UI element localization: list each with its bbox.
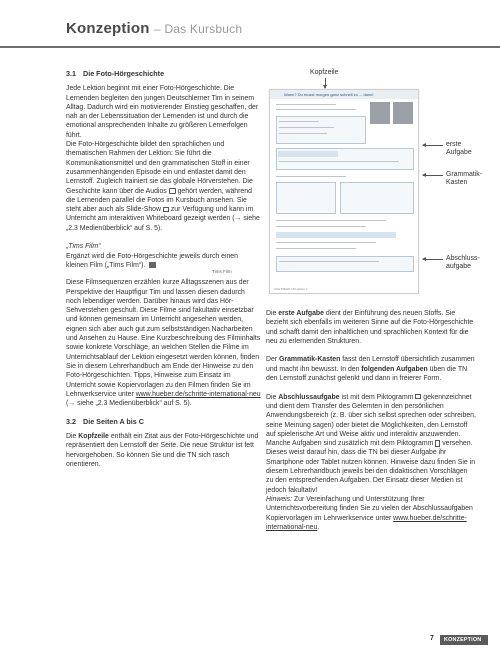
text-span: Ergänzt wird die Foto-Hörgeschichte jeweils durch einen kleinen Film („Tims Film“). — [66, 252, 238, 269]
text-span: Die — [66, 432, 77, 440]
label-erste-aufgabe: erste Aufgabe — [446, 141, 472, 156]
thumb-line — [276, 242, 376, 243]
smartphone-icon — [435, 440, 440, 447]
title-main: Konzeption — [66, 20, 150, 37]
text-span: (→ siehe „2.3 Medienüberblick“ auf S. 5). — [66, 400, 192, 408]
thumb-line — [279, 161, 399, 162]
film-caption: Tims Film — [212, 269, 232, 275]
page-footer — [0, 635, 500, 647]
section-heading-3-1 — [66, 69, 261, 78]
text-span: . — [317, 523, 320, 531]
bold-term: folgenden Aufgaben — [361, 365, 428, 373]
bold-term: erste Aufgabe — [278, 310, 324, 317]
header-divider — [0, 46, 500, 48]
paragraph-erste-aufgabe — [266, 309, 476, 346]
text-span: Zur Vereinfachung und Unterstützung Ihrer Unterrichtsvorbereitung finden Sie zu vielen der Abschlussaufgaben Kopiervorlagen im Lehrwerkservice unter — [266, 495, 473, 522]
thumb-footer: ACHTZEHN 18 Lektion 2 — [274, 287, 308, 291]
thumb-highlight — [278, 151, 338, 157]
section-number: 3.1 — [66, 69, 76, 78]
section-title: Die Foto-Hörgeschichte — [83, 69, 165, 78]
paragraph-grammatik — [266, 355, 476, 383]
text-span: enthält ein Zitat aus der Foto-Hörgeschichte und repräsentiert den Lernstoff der Seite. Die neue Struktur ist fett hervorgehoben. So können Sie und die TN sich rasch orientieren. — [66, 432, 259, 468]
thumb-exercise-box — [340, 182, 414, 214]
text-span: Die — [266, 393, 277, 401]
arrow-aufgabe — [423, 145, 443, 146]
thumb-line — [276, 104, 336, 105]
thumb-exercise-box — [276, 182, 336, 214]
hint-label: Hinweis: — [266, 495, 293, 503]
text-span: Die — [266, 310, 277, 317]
paragraph-story — [66, 140, 261, 233]
paragraph-abschluss — [266, 393, 476, 495]
text-span: gekennzeichnet und dient dem Transfer des Gelernten in den persönlichen Anwendungsbereich (z. B. über sich selbst sprechen oder schreiben, seine Meinung sagen) oder bietet die Möglichkeiten, den Lernstoff auf spielerische Art und Weise aktiv und interaktiv anzuwenden. Manche Aufgaben sind zusätzlich mit dem Piktogramm — [266, 393, 476, 448]
paragraph-intro: Jede Lektion beginnt mit einer Foto-Hörgeschichte. Die Lernenden begleiten den jungen Deutschlerner Tim in seinem Alltag. Dadurch wird ein motivierender Einstieg geschaffen, der nah an der Lebenssituation der Lernenden ist und durch die emotional ansprechenden Inhalte zu größeren Lernerfolgen führt. — [66, 85, 259, 139]
thumb-line — [276, 176, 346, 177]
section-heading-3-2 — [66, 417, 261, 426]
paragraph-kopfzeile — [66, 432, 261, 469]
text-span: fasst den Lernstoff übersichtlich zusammen und macht ihn bewusst. In den — [266, 356, 475, 373]
label-abschluss — [446, 255, 480, 271]
arrow-kopfzeile — [325, 78, 326, 88]
hueber-link[interactable]: www.hueber.de/schritte-international-neu — [266, 514, 467, 531]
thumb-line — [279, 261, 379, 262]
label-line: Grammatik- — [446, 171, 482, 178]
thumb-line — [279, 133, 327, 134]
text-span: Der — [266, 356, 278, 364]
thumb-line — [276, 248, 356, 249]
audio-icon — [169, 188, 176, 194]
page-number: 7 — [430, 635, 434, 642]
text-span: versehen. Dieses weist darauf hin, dass die TN bei dieser Aufgabe ihr Smartphone oder Tablet nutzen können. Hinweise dazu finden Sie in diesem Lehrerhandbuch jeweils bei den didaktischen Vorschlägen zu den entsprechenden Aufgaben. Der Einsatz dieser Medien ist jedoch fakultativ! — [266, 440, 476, 494]
text-span: zur Verfügung und kann im Unterricht am interaktiven Whiteboard gezeigt werden (→ siehe „2.3 Medienüberblick“ auf S. 5). — [66, 206, 260, 232]
page-title — [66, 20, 242, 37]
thumb-line — [276, 220, 386, 221]
label-grammatik — [446, 171, 482, 187]
paragraph-film — [66, 278, 261, 408]
text-span: Die Foto-Hörgeschichte bildet den sprachlichen und thematischen Rahmen der Lektion: Sie führt die Kommunikationsmittel und den grammatischen Stoff in einer zusammenhängenden Episode ein und entlastet damit den Lernstoff. Zugleich trainiert sie das globale Hörverstehen. Die Geschichte kann über die Audios — [66, 141, 253, 195]
bold-term: Abschlussaufgabe — [278, 393, 340, 401]
bold-term: Kopfzeile — [78, 432, 109, 440]
arrow-abschluss — [423, 259, 443, 260]
text-span: üben die TN den Lernstoff zunächst gelenkt und dann in freierer Form. — [266, 365, 468, 383]
page-header — [0, 0, 500, 56]
section-title: Die Seiten A bis C — [83, 416, 144, 426]
label-line: Abschluss- — [446, 255, 480, 262]
label-kopfzeile: Kopfzeile — [310, 69, 339, 76]
section-number: 3.2 — [66, 416, 76, 426]
thumb-line — [276, 109, 356, 110]
paragraph-hinweis — [266, 495, 476, 532]
kursbuch-page-figure — [266, 69, 486, 291]
thumb-photo — [393, 102, 413, 124]
thumb-highlight — [276, 232, 396, 238]
label-line: aufgabe — [446, 263, 471, 270]
film-icon — [149, 262, 156, 268]
label-line: Kasten — [446, 179, 468, 186]
text-span: ist mit dem Piktogramm — [341, 393, 414, 401]
left-column — [66, 69, 261, 478]
slideshow-icon — [163, 207, 169, 212]
film-label: „Tims Film“ — [66, 243, 101, 251]
arrow-grammatik — [423, 175, 443, 176]
footer-section-tag: KONZEPTION — [440, 635, 488, 645]
kursbuch-thumbnail — [269, 89, 419, 294]
thumb-title: Wann? Du musst morgen ganz schnell zu ... dann! — [284, 92, 374, 97]
bold-term: Grammatik-Kasten — [279, 356, 341, 364]
title-sub: – Das Kursbuch — [154, 22, 243, 36]
thumb-photo — [370, 102, 390, 124]
thumb-final-box — [276, 256, 414, 272]
hueber-link[interactable]: www.hueber.de/schritte-international-neu — [135, 390, 261, 398]
speech-bubble-icon — [415, 394, 421, 399]
text-span: dient der Einführung des neuen Stoffs. Sie bezieht sich ebenfalls im weiteren Sinne auf die Foto-Hörgeschichte und schafft damit den inhaltlichen und sprachlichen Kontext für die neu zu erlernenden Strukturen. — [266, 310, 474, 345]
film-paragraph — [66, 252, 261, 271]
text-span: Diese Filmsequenzen erzählen kurze Alltagsszenen aus der Perspektive der Hauptfigur Tim und lassen diesen dadurch noch lebendiger werden. Darüber hinaus wird das Hör-Sehverstehen geschult. Diese Filme sind fakultativ einsetzbar und können gemeinsam im Unterricht angesehen werden, eignen sich aber auch gut zum selbstständigen Nacharbeiten und Ansehen zu Hause. Eine Kurzbeschreibung des Filminhalts sowie konkrete Vorschläge, an welchen Stellen die Filme im Unterrichtsablauf der Lektion eingesetzt werden können, finden Sie in diesem Lehrerhandbuch am Ende der Hinweise zu den Foto-Hörgeschichten. Tipps, Hinweise zum Einsatz im Unterricht sowie Kopiervorlagen zu den Filmen finden Sie im Lehrwerkservice unter — [66, 279, 261, 398]
right-column — [266, 309, 476, 541]
thumb-line — [279, 121, 319, 122]
text-span: gehört werden, während die Lernenden parallel die Fotos im Kursbuch ansehen. Sie steht aber auch als Slide-Show — [66, 187, 252, 214]
thumb-line — [279, 127, 334, 128]
thumb-line — [276, 226, 366, 227]
